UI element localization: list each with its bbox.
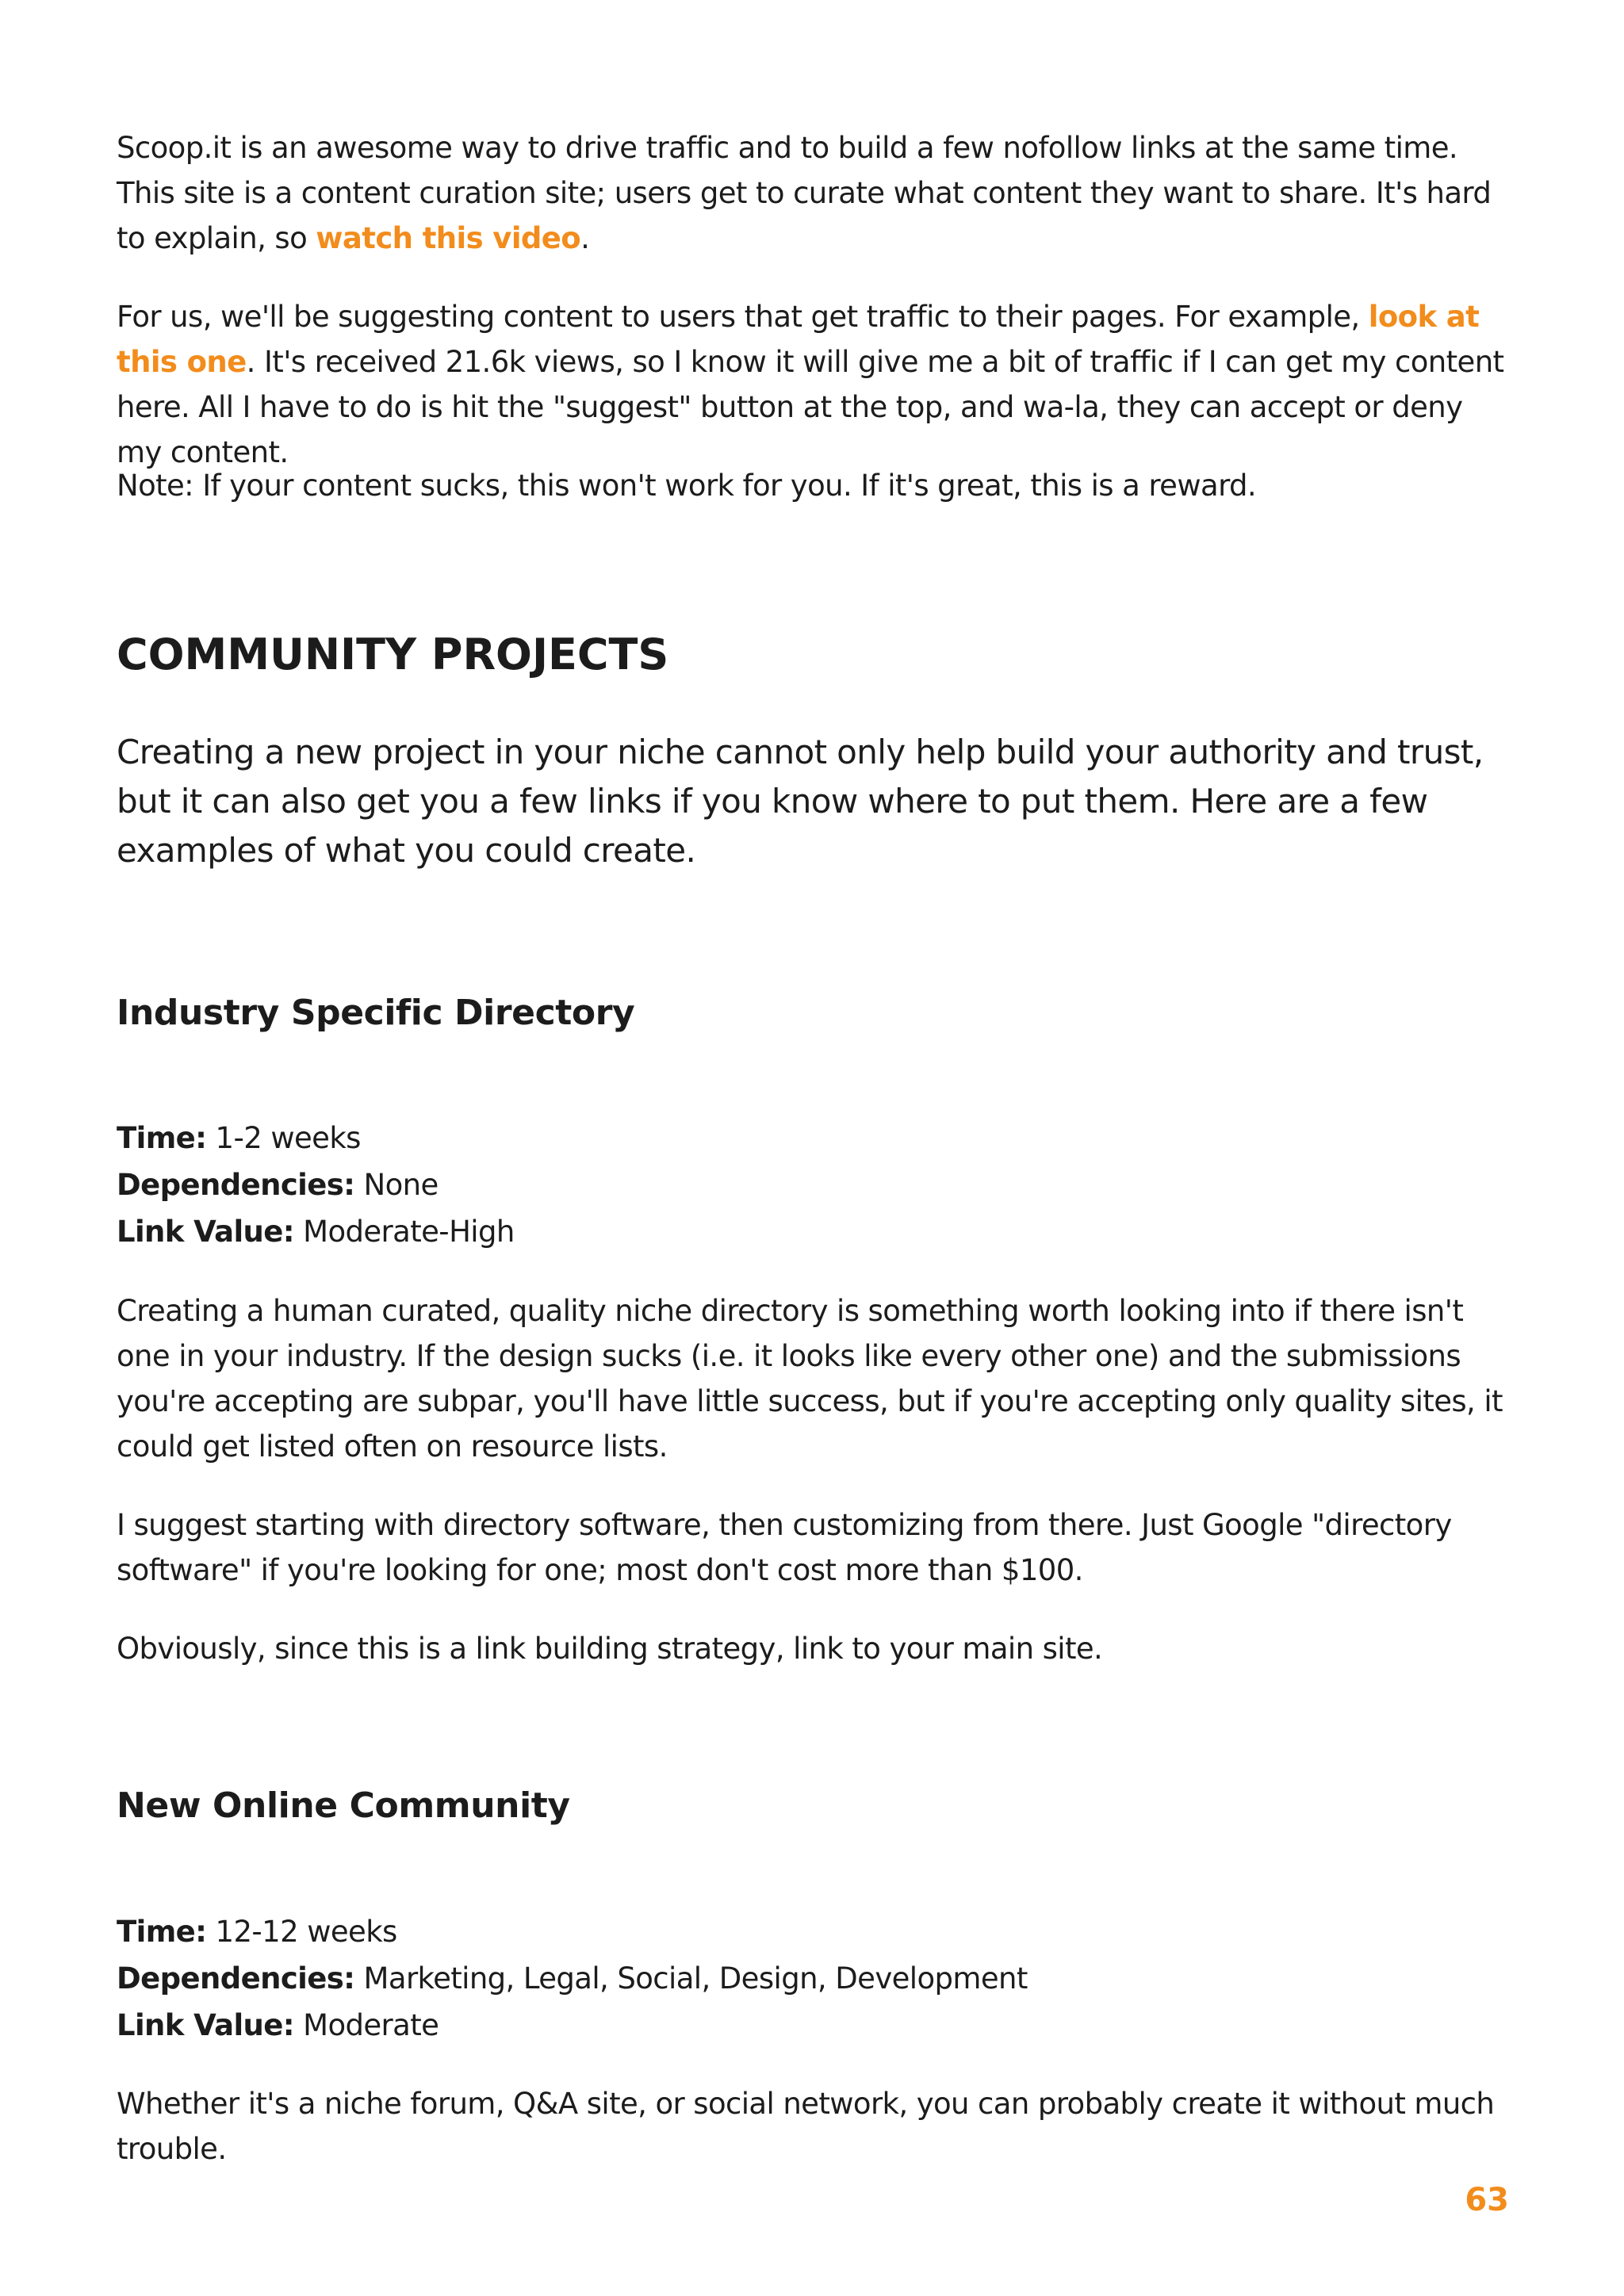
page-number: 63 <box>1465 2182 1509 2218</box>
paragraph-text: Scoop.it is an awesome way to drive traffic and to build a few nofollow links at the same time. This site is a content curation site; users get to curate what content they want to share. It's hard to explain, so <box>117 131 1492 255</box>
meta-value: Moderate-High <box>293 1215 515 1249</box>
meta-label: Dependencies: <box>117 1961 355 1996</box>
meta-dependencies <box>117 1955 1512 2002</box>
directory-body-3: Obviously, since this is a link building strategy, link to your main site. <box>117 1632 1103 1666</box>
meta-label: Dependencies: <box>117 1168 355 1202</box>
subsection-title-community: New Online Community <box>117 1785 570 1826</box>
meta-label: Time: <box>117 1121 207 1155</box>
meta-label: Link Value: <box>117 2008 294 2042</box>
meta-link-value <box>117 1208 1512 1255</box>
meta-label: Link Value: <box>117 1215 294 1249</box>
meta-link-value <box>117 2002 1512 2049</box>
meta-value: Marketing, Legal, Social, Design, Development <box>354 1961 1028 1996</box>
directory-meta <box>117 1115 1512 1255</box>
section-title: COMMUNITY PROJECTS <box>117 629 669 679</box>
paragraph-text: . It's received 21.6k views, so I know it will give me a bit of traffic if I can get my content here. All I have to do is hit the "suggest" button at the top, and wa-la, they can accept or deny my content. <box>117 345 1504 469</box>
paragraph-suggest <box>117 294 1512 475</box>
look-at-this-one-link[interactable]: look at this one <box>117 300 1480 379</box>
document-page <box>117 0 1512 2296</box>
community-meta <box>117 1908 1512 2049</box>
meta-time <box>117 1908 1512 1955</box>
subsection-title-directory: Industry Specific Directory <box>117 993 635 1033</box>
paragraph-text: . <box>580 221 590 255</box>
meta-time <box>117 1115 1512 1161</box>
meta-value: 12-12 weeks <box>206 1915 397 1949</box>
meta-dependencies <box>117 1161 1512 1208</box>
watch-video-link[interactable]: watch this video <box>316 221 581 255</box>
paragraph-note: Note: If your content sucks, this won't work for you. If it's great, this is a reward. <box>117 469 1257 503</box>
meta-label: Time: <box>117 1915 207 1949</box>
meta-value: 1-2 weeks <box>206 1121 361 1155</box>
paragraph-text: For us, we'll be suggesting content to users that get traffic to their pages. For example, <box>117 300 1369 334</box>
community-body-1: Whether it's a niche forum, Q&A site, or social network, you can probably create it without much trouble. <box>117 2087 1495 2166</box>
section-intro: Creating a new project in your niche cannot only help build your authority and trust, but it can also get you a few links if you know where to put them. Here are a few examples of what you could create. <box>117 733 1484 870</box>
meta-value: Moderate <box>293 2008 439 2042</box>
directory-body-2: I suggest starting with directory software, then customizing from there. Just Google "directory software" if you're looking for one; most don't cost more than $100. <box>117 1508 1452 1587</box>
meta-value: None <box>354 1168 439 1202</box>
paragraph-scoopit <box>117 125 1512 261</box>
directory-body-1: Creating a human curated, quality niche directory is something worth looking into if there isn't one in your industry. If the design sucks (i.e. it looks like every other one) and the submissions you're accepting are subpar, you'll have little success, but if you're accepting only quality sites, it could get listed often on resource lists. <box>117 1294 1503 1464</box>
